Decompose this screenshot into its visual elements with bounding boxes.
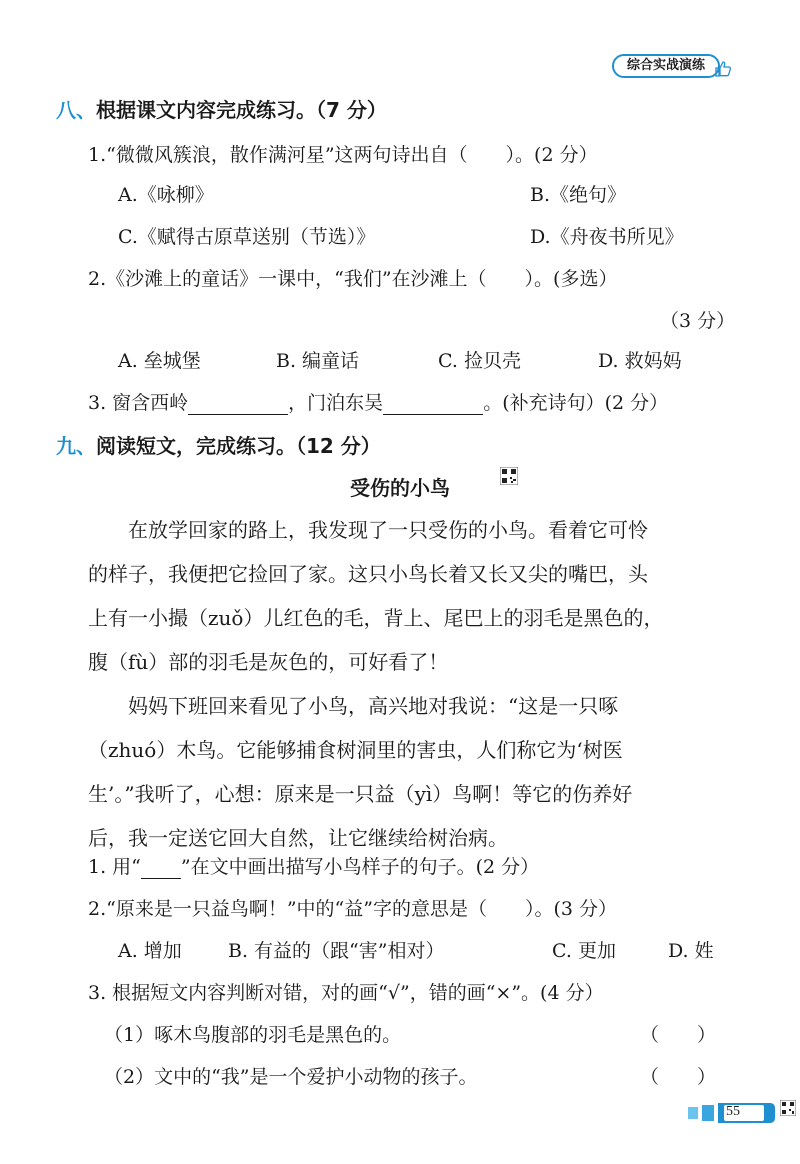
option-9-2-b: B. 有益的（跟“害”相对）: [228, 940, 445, 962]
option-8-1-a: A.《咏柳》: [118, 184, 214, 206]
option-8-2-c: C. 捡贝壳: [438, 350, 521, 372]
option-8-1-b: B.《绝句》: [530, 184, 627, 206]
section-badge: 综合实战演练: [612, 54, 720, 78]
passage-line-7: 生’。”我听了，心想：原来是一只益（yì）鸟啊！等它的伤养好: [88, 782, 633, 806]
page-number: 55: [726, 1104, 740, 1119]
passage-line-8: 后，我一定送它回大自然，让它继续给树治病。: [88, 826, 508, 850]
passage-line-4: 腹（fù）部的羽毛是灰色的，可好看了！: [88, 650, 449, 674]
question-9-3: 3. 根据短文内容判断对错，对的画“√”，错的画“×”。(4 分）: [88, 982, 604, 1004]
option-9-2-d: D. 姓: [668, 940, 714, 962]
question-8-1: 1.“微微风簇浪，散作满河星”这两句诗出自（ ）。(2 分）: [88, 144, 598, 166]
passage-line-5: 妈妈下班回来看见了小鸟，高兴地对我说：“这是一只啄: [128, 694, 619, 718]
qr-code-icon: [500, 467, 518, 485]
question-9-1: [88, 852, 539, 879]
question-8-3-part1: 3. 窗含西岭: [88, 392, 189, 414]
qr-code-icon: [780, 1100, 796, 1116]
option-8-2-b: B. 编童话: [276, 350, 360, 372]
passage-line-6: （zhuó）木鸟。它能够捕食树洞里的害虫，人们称它为‘树医: [88, 738, 623, 762]
question-9-1-part1: 1. 用“: [88, 856, 141, 878]
passage-line-1: 在放学回家的路上，我发现了一只受伤的小鸟。看着它可怜: [128, 518, 648, 542]
answer-paren-2[interactable]: （ ）: [640, 1066, 717, 1088]
answer-blank-2[interactable]: [383, 392, 483, 415]
thumbs-up-icon: [714, 60, 732, 78]
passage-line-3: 上有一小撮（zuǒ）儿红色的毛，背上、尾巴上的羽毛是黑色的，: [88, 606, 664, 630]
passage-line-2: 的样子，我便把它捡回了家。这只小鸟长着又长又尖的嘴巴，头: [88, 562, 648, 586]
question-8-3: [88, 388, 668, 415]
question-9-2: 2.“原来是一只益鸟啊！”中的“益”字的意思是（ ）。(3 分）: [88, 898, 618, 920]
section-8-title: 根据课文内容完成练习。（7 分）: [96, 98, 387, 122]
question-9-1-part2: ”在文中画出描写小鸟样子的句子。(2 分）: [180, 856, 540, 878]
answer-blank-1[interactable]: [188, 392, 288, 415]
statement-9-3-2: （2）文中的“我”是一个爱护小动物的孩子。: [104, 1066, 478, 1088]
question-8-2-score: （3 分）: [660, 310, 736, 332]
section-8-number: 八、: [56, 98, 96, 122]
section-9-heading: [56, 430, 381, 459]
option-8-1-c: C.《赋得古原草送别（节选）》: [118, 226, 376, 248]
section-9-number: 九、: [56, 434, 96, 458]
question-8-2: 2.《沙滩上的童话》一课中，“我们”在沙滩上（ ）。(多选）: [88, 268, 618, 290]
section-8-heading: [56, 94, 387, 123]
option-8-2-a: A. 垒城堡: [118, 350, 201, 372]
passage-title: 受伤的小鸟: [350, 476, 450, 500]
option-8-1-d: D.《舟夜书所见》: [530, 226, 684, 248]
answer-paren-1[interactable]: （ ）: [640, 1024, 717, 1046]
underline-sample: [141, 856, 181, 879]
option-9-2-a: A. 增加: [118, 940, 182, 962]
option-9-2-c: C. 更加: [552, 940, 616, 962]
question-8-3-part3: 。(补充诗句）(2 分）: [483, 392, 669, 414]
statement-9-3-1: （1）啄木鸟腹部的羽毛是黑色的。: [104, 1024, 402, 1046]
section-9-title: 阅读短文，完成练习。（12 分）: [96, 434, 381, 458]
option-8-2-d: D. 救妈妈: [598, 350, 682, 372]
question-8-3-part2: ，门泊东吴: [288, 392, 384, 414]
